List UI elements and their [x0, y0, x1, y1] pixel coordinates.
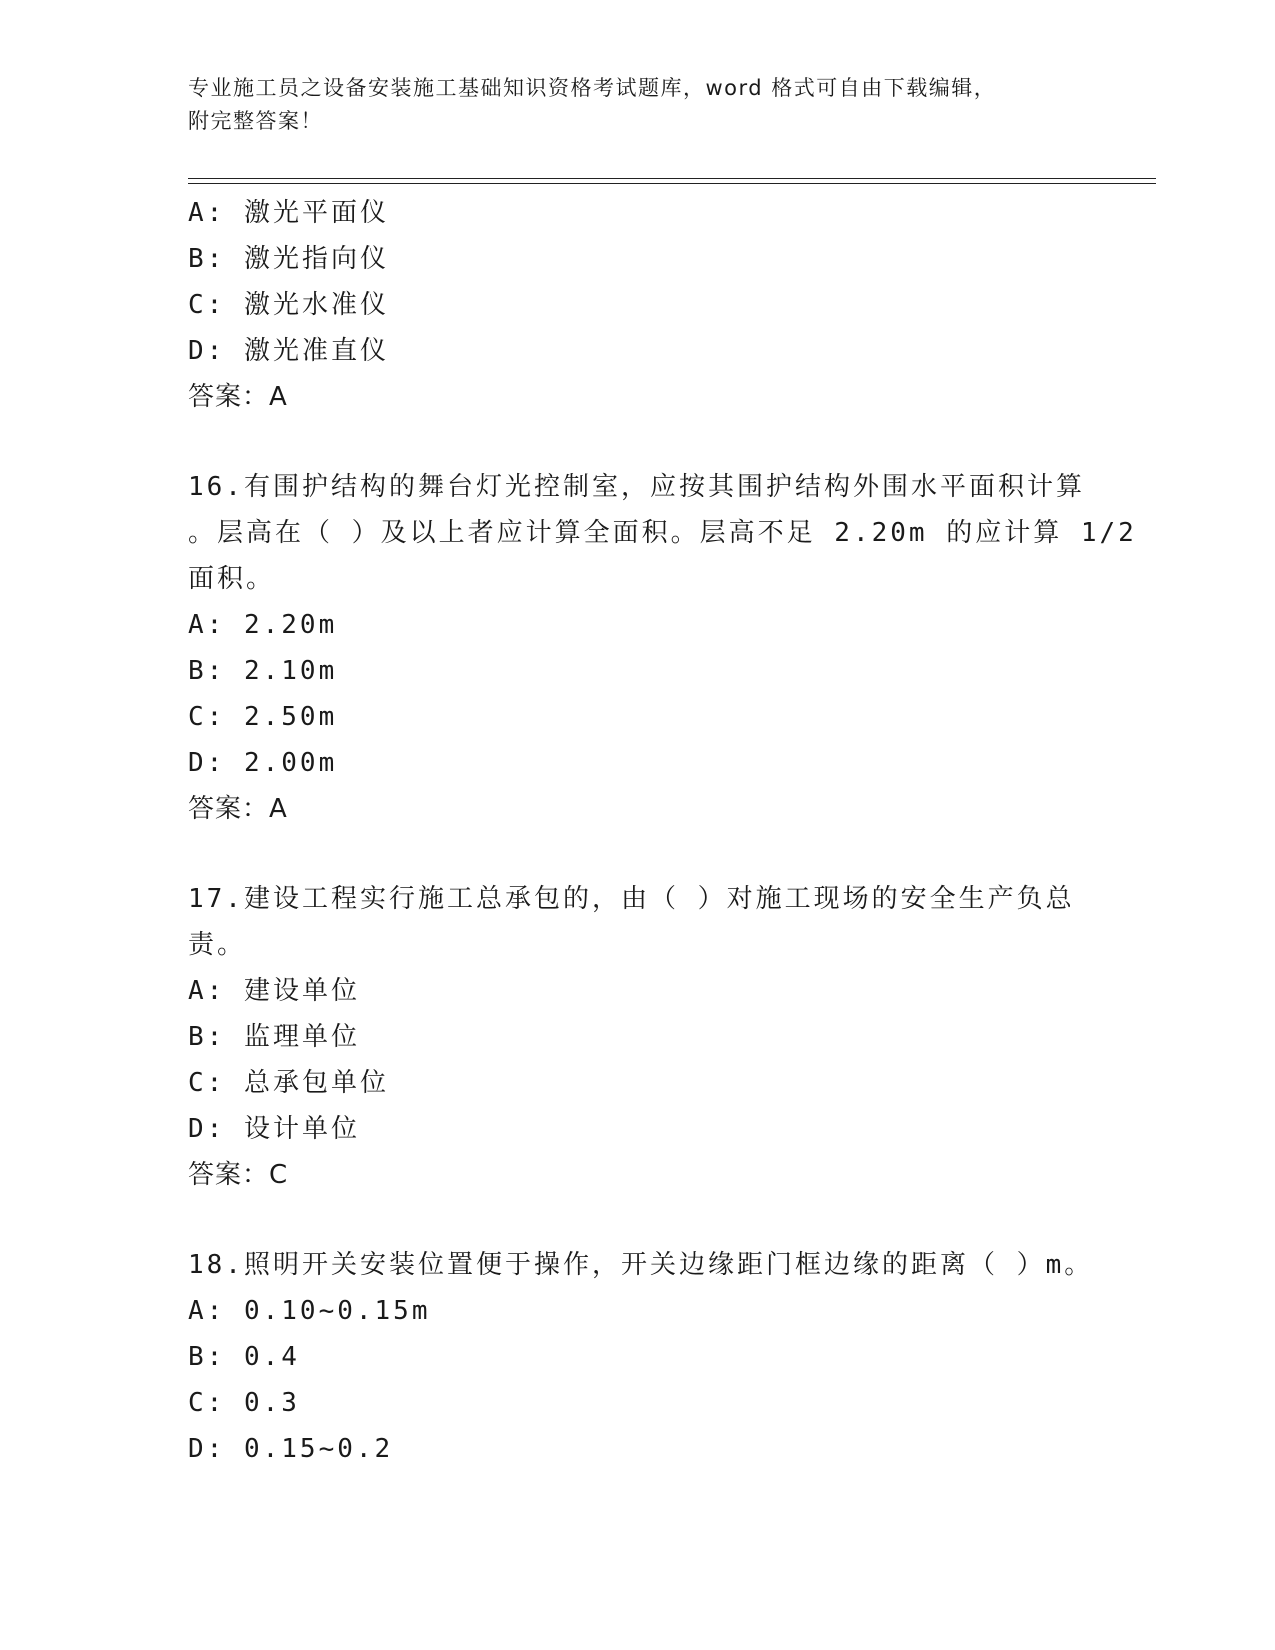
question-17 [188, 876, 1088, 1198]
header-divider-bottom [188, 183, 1156, 184]
question-stem-line: 责。 [188, 930, 247, 960]
option-c: C: 0.3 [188, 1388, 300, 1418]
question-stem-line: 16.有围护结构的舞台灯光控制室，应按其围护结构外围水平面积计算 [188, 472, 1085, 502]
option-b: B: 激光指向仪 [188, 244, 389, 274]
option-b: B: 0.4 [188, 1342, 300, 1372]
question-stem-line: 18.照明开关安装位置便于操作，开关边缘距门框边缘的距离（ ）m。 [188, 1250, 1094, 1280]
option-a: A: 0.10~0.15m [188, 1296, 431, 1326]
question-18 [188, 1242, 1094, 1472]
answer: 答案：A [188, 794, 288, 824]
question-stem-line: 。层高在（ ）及以上者应计算全面积。层高不足 2.20m 的应计算 1/2 [188, 518, 1137, 548]
document-header [188, 72, 1068, 138]
question-stem-line: 面积。 [188, 564, 276, 594]
option-d: D: 设计单位 [188, 1114, 360, 1144]
option-c: C: 2.50m [188, 702, 338, 732]
header-line-1: 专业施工员之设备安装施工基础知识资格考试题库，word 格式可自由下载编辑， [188, 76, 997, 100]
option-c: C: 总承包单位 [188, 1068, 389, 1098]
header-divider-top [188, 178, 1156, 179]
option-b: B: 监理单位 [188, 1022, 360, 1052]
option-a: A: 激光平面仪 [188, 198, 389, 228]
option-d: D: 激光准直仪 [188, 336, 389, 366]
question-list [188, 190, 1137, 1472]
question-stem-line: 17.建设工程实行施工总承包的，由（ ）对施工现场的安全生产负总 [188, 884, 1075, 914]
question-15 [188, 190, 1088, 420]
option-d: D: 2.00m [188, 748, 338, 778]
option-c: C: 激光水准仪 [188, 290, 389, 320]
option-d: D: 0.15~0.2 [188, 1434, 394, 1464]
option-a: A: 建设单位 [188, 976, 360, 1006]
answer: 答案：A [188, 382, 288, 412]
option-b: B: 2.10m [188, 656, 338, 686]
answer: 答案：C [188, 1160, 289, 1190]
header-line-2: 附完整答案！ [188, 109, 323, 133]
question-16 [188, 464, 1137, 832]
option-a: A: 2.20m [188, 610, 338, 640]
